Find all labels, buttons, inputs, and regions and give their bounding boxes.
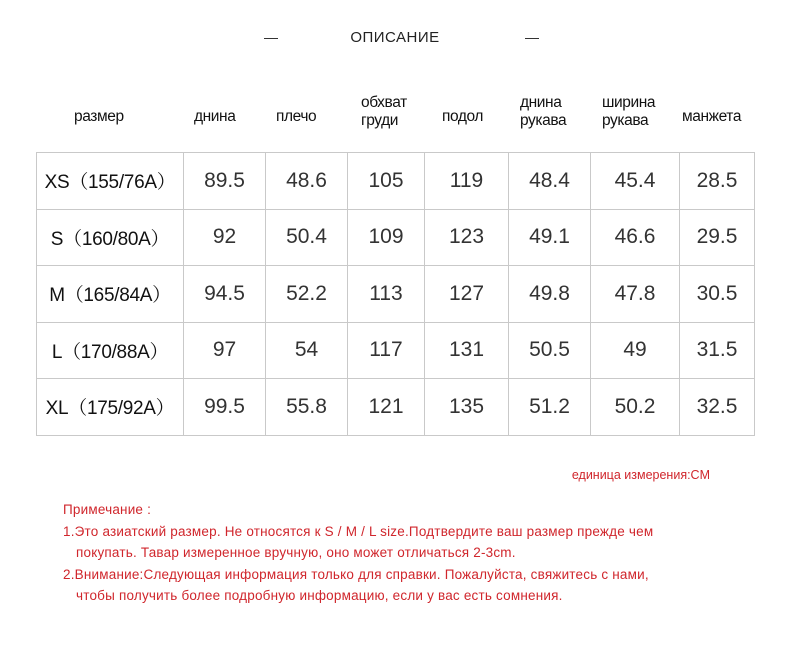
sleeve-width-cell: 46.6 xyxy=(591,209,680,266)
table-row xyxy=(37,209,755,266)
header-chest: обхват груди xyxy=(361,94,407,129)
hem-cell: 135 xyxy=(425,379,509,436)
table-row xyxy=(37,266,755,323)
header-cuff: манжета xyxy=(682,108,742,125)
cuff-cell: 31.5 xyxy=(680,322,755,379)
sleeve-width-cell: 50.2 xyxy=(591,379,680,436)
table-header-row xyxy=(36,88,756,144)
chest-cell: 105 xyxy=(348,153,425,210)
table-row xyxy=(37,379,755,436)
cuff-cell: 29.5 xyxy=(680,209,755,266)
note-item-2-line-1: 2.Внимание:Следующая информация только для справки. Пожалуйста, свяжитесь с нами, xyxy=(63,566,649,582)
size-chart-table xyxy=(36,152,755,436)
sleeve-length-cell: 51.2 xyxy=(509,379,591,436)
hem-cell: 119 xyxy=(425,153,509,210)
note-item-1-line-1: 1.Это азиатский размер. Не относятся к S / M / L size.Подтвердите ваш размер прежде чем xyxy=(63,523,654,539)
header-shoulder: плечо xyxy=(276,108,317,125)
length-cell: 89.5 xyxy=(184,153,266,210)
header-length: днина xyxy=(194,108,236,125)
shoulder-cell: 48.6 xyxy=(266,153,348,210)
hem-cell: 123 xyxy=(425,209,509,266)
chest-cell: 109 xyxy=(348,209,425,266)
sleeve-length-cell: 49.8 xyxy=(509,266,591,323)
header-size: размер xyxy=(74,108,124,125)
cuff-cell: 28.5 xyxy=(680,153,755,210)
size-label-cell: S（160/80A） xyxy=(37,209,184,266)
header-sleeve-length: днина рукава xyxy=(520,94,567,129)
unit-note: единица измерения:CM xyxy=(571,468,710,482)
sleeve-width-cell: 47.8 xyxy=(591,266,680,323)
table-row xyxy=(37,322,755,379)
chest-cell: 121 xyxy=(348,379,425,436)
length-cell: 99.5 xyxy=(184,379,266,436)
shoulder-cell: 54 xyxy=(266,322,348,379)
cuff-cell: 30.5 xyxy=(680,266,755,323)
size-label-cell: L（170/88A） xyxy=(37,322,184,379)
size-label-cell: XL（175/92A） xyxy=(37,379,184,436)
hem-cell: 131 xyxy=(425,322,509,379)
shoulder-cell: 52.2 xyxy=(266,266,348,323)
header-hem: подол xyxy=(442,108,484,125)
sleeve-width-cell: 49 xyxy=(591,322,680,379)
shoulder-cell: 55.8 xyxy=(266,379,348,436)
chest-cell: 117 xyxy=(348,322,425,379)
length-cell: 94.5 xyxy=(184,266,266,323)
header-sleeve-width: ширина рукава xyxy=(602,94,656,129)
sleeve-width-cell: 45.4 xyxy=(591,153,680,210)
chest-cell: 113 xyxy=(348,266,425,323)
notes-block xyxy=(63,499,763,607)
length-cell: 92 xyxy=(184,209,266,266)
title-dash-right xyxy=(525,38,539,39)
sleeve-length-cell: 49.1 xyxy=(509,209,591,266)
title-row xyxy=(0,24,790,54)
note-item-2-line-2: чтобы получить более подробную информацию, если у вас есть сомнения. xyxy=(76,588,563,603)
size-label-cell: XS（155/76A） xyxy=(37,153,184,210)
size-label-cell: M（165/84A） xyxy=(37,266,184,323)
notes-heading: Примечание : xyxy=(63,502,152,517)
note-item-1-line-2: покупать. Тавар измеренное вручную, оно может отличаться 2-3cm. xyxy=(76,545,516,560)
page-title: ОПИСАНИЕ xyxy=(350,29,440,46)
length-cell: 97 xyxy=(184,322,266,379)
shoulder-cell: 50.4 xyxy=(266,209,348,266)
table-row xyxy=(37,153,755,210)
hem-cell: 127 xyxy=(425,266,509,323)
sleeve-length-cell: 48.4 xyxy=(509,153,591,210)
cuff-cell: 32.5 xyxy=(680,379,755,436)
sleeve-length-cell: 50.5 xyxy=(509,322,591,379)
